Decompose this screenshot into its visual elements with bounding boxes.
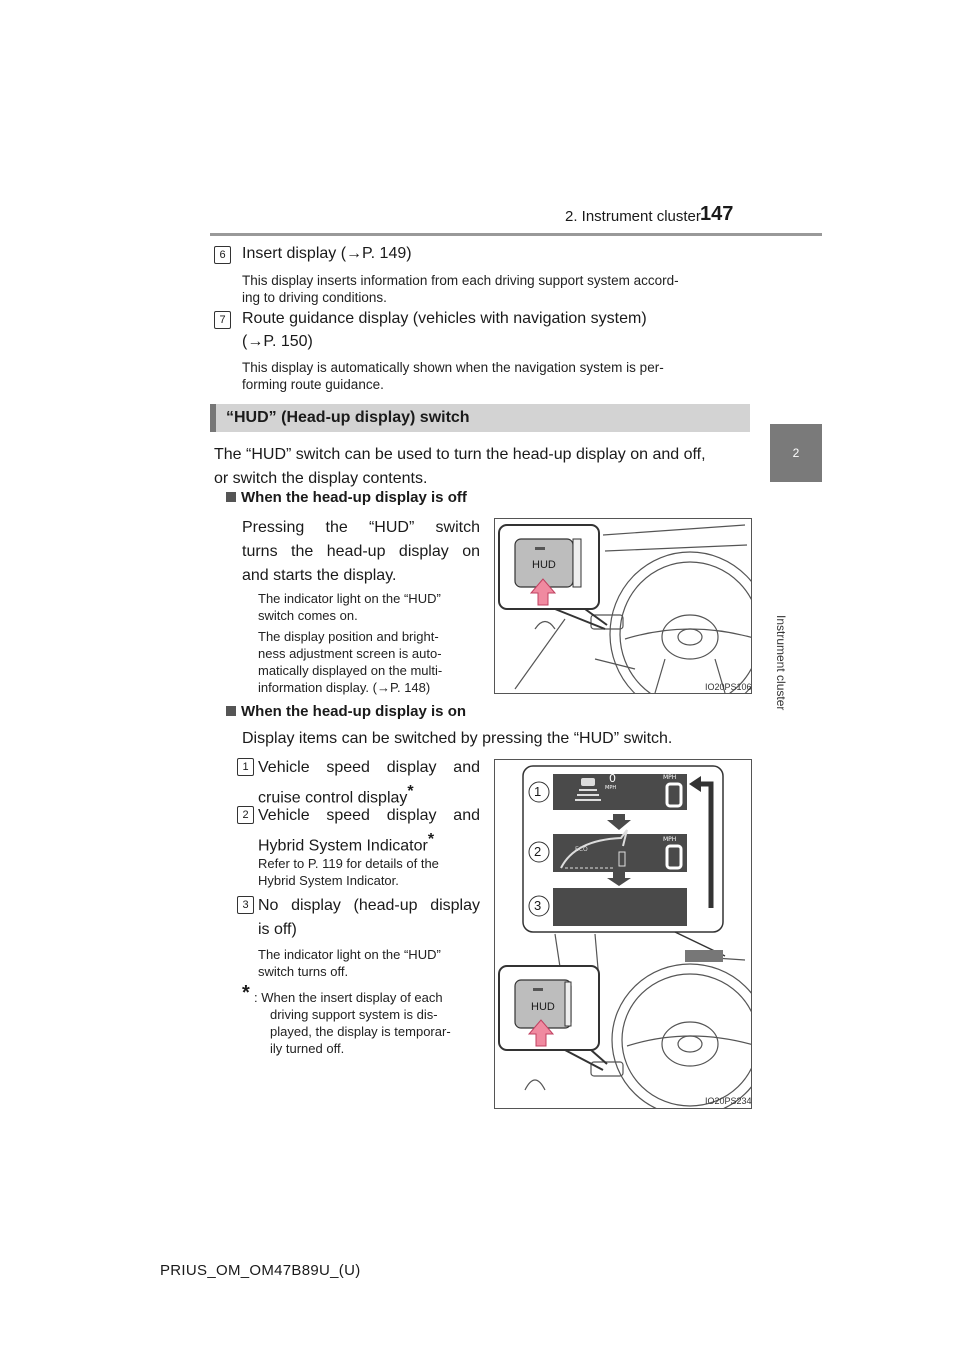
item-description: forming route guidance. (242, 377, 384, 392)
on-item-note: Hybrid System Indicator. (258, 873, 399, 888)
running-header-section: 2. Instrument cluster (565, 208, 701, 225)
eco-label: ECO (575, 846, 588, 853)
on-item-text: Hybrid System Indicator* (258, 831, 435, 855)
chapter-tab: 2 (770, 424, 822, 482)
callout-number: 2 (534, 844, 542, 859)
figure-code: IO20PS106 (705, 682, 752, 692)
off-text: and starts the display. (242, 567, 397, 584)
figure-code: IO20PS234 (705, 1096, 752, 1106)
off-text: Pressing the “HUD” switch (242, 519, 480, 536)
hud-switch-label: HUD (532, 559, 556, 571)
footnote-text: : When the insert display of each (254, 990, 443, 1005)
item-number-badge: 3 (237, 896, 254, 914)
screen1-small-unit: MPH (605, 785, 617, 791)
item-number-badge: 2 (237, 806, 254, 824)
footnote-text: played, the display is temporar- (270, 1024, 451, 1039)
item-title: (→P. 150) (242, 333, 313, 350)
figure-hud-display-modes (494, 759, 752, 1109)
hud-switch-label: HUD (531, 1001, 555, 1013)
item-description: ing to driving conditions. (242, 290, 387, 305)
off-note: information display. (→P. 148) (258, 680, 431, 695)
header-rule (210, 233, 822, 236)
item-number-badge: 7 (214, 311, 231, 329)
document-code: PRIUS_OM_OM47B89U_(U) (160, 1262, 361, 1279)
on-item-note: switch turns off. (258, 964, 349, 979)
footnote-mark: * (242, 982, 250, 1004)
callout-number: 3 (534, 898, 542, 913)
footnote-text: ily turned off. (270, 1041, 345, 1056)
off-text: turns the head-up display on (242, 543, 480, 560)
section-intro: The “HUD” switch can be used to turn the head-up display on and off, (214, 446, 706, 463)
hud-modes-illustration (495, 760, 751, 1108)
on-item-text: Vehicle speed display and (258, 807, 480, 824)
footnote-text: driving support system is dis- (270, 1007, 438, 1022)
figure-hud-switch-off (494, 518, 752, 694)
off-note: The indicator light on the “HUD” (258, 591, 441, 606)
square-bullet-icon (226, 706, 236, 716)
on-item-text: Vehicle speed display and (258, 759, 480, 776)
on-item-text: cruise control display* (258, 783, 414, 807)
chapter-label: Instrument cluster (774, 615, 788, 711)
item-number-badge: 6 (214, 246, 231, 264)
off-note: matically displayed on the multi- (258, 663, 443, 678)
section-intro: or switch the display contents. (214, 470, 428, 487)
on-item-note: The indicator light on the “HUD” (258, 947, 441, 962)
section-heading-box (210, 404, 750, 432)
subheading-on: When the head-up display is on (226, 703, 466, 720)
callout-number: 1 (534, 784, 542, 799)
on-intro: Display items can be switched by pressing the “HUD” switch. (242, 730, 673, 747)
item-title: Route guidance display (vehicles with navigation system) (242, 310, 647, 327)
item-description: This display inserts information from each driving support system accord- (242, 273, 679, 288)
off-note: ness adjustment screen is auto- (258, 646, 442, 661)
screen2-speed (695, 860, 696, 861)
item-description: This display is automatically shown when the navigation system is per- (242, 360, 664, 375)
on-item-note: Refer to P. 119 for details of the (258, 856, 439, 871)
subheading-off: When the head-up display is off (226, 489, 467, 506)
screen1-small-speed: 0 (609, 772, 616, 785)
screen1-speed (695, 800, 696, 801)
section-heading: “HUD” (Head-up display) switch (226, 409, 470, 426)
steering-wheel-illustration (495, 519, 751, 693)
on-item-text: is off) (258, 921, 297, 938)
off-note: The display position and bright- (258, 629, 439, 644)
square-bullet-icon (226, 492, 236, 502)
screen1-unit: MPH (663, 774, 677, 781)
off-note: switch comes on. (258, 608, 358, 623)
item-number-badge: 1 (237, 758, 254, 776)
page-number: 147 (700, 203, 734, 225)
item-title: Insert display (→P. 149) (242, 245, 412, 262)
on-item-text: No display (head-up display (258, 897, 480, 914)
screen2-unit: MPH (663, 836, 677, 843)
